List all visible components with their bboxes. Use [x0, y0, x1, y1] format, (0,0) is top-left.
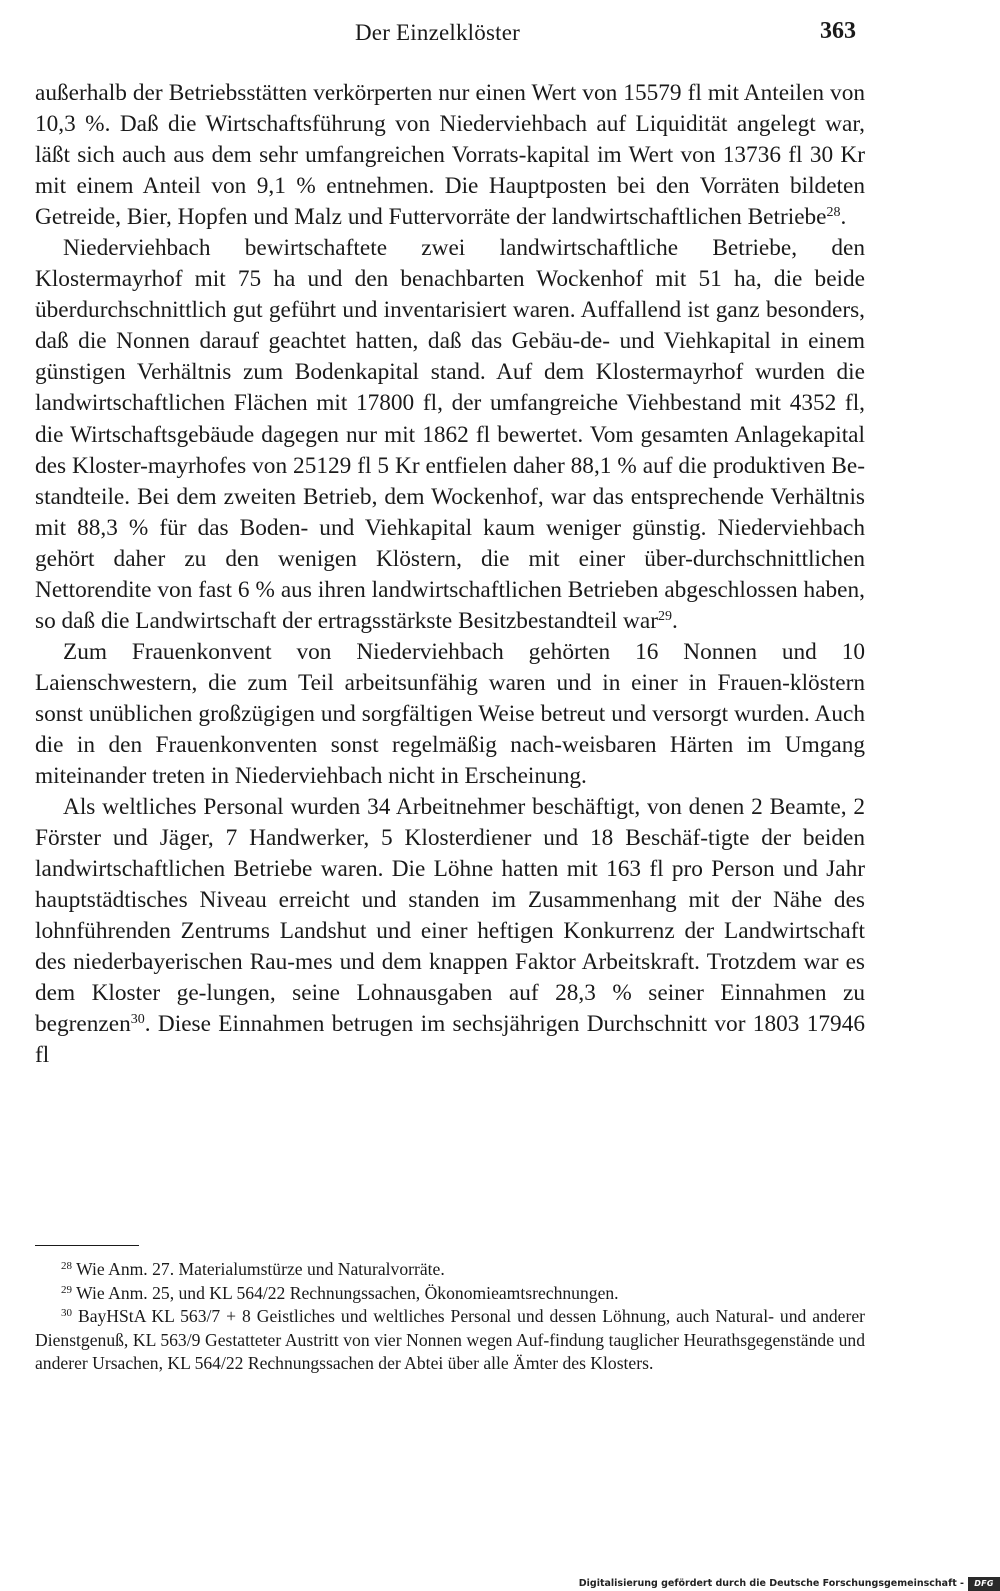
- paragraph-2-end: .: [671, 607, 678, 634]
- paragraph-2: [35, 233, 865, 637]
- footnote-29: [35, 1282, 865, 1306]
- paragraph-1-text: außerhalb der Betriebsstätten verkörperten nur einen Wert von 15579 fl mit Anteilen von 10,3 %. Daß die Wirtschaftsführung von Niederviehbach auf Liquidität angelegt war, läßt sich auch aus dem sehr umfangreichen Vorrats-kapital im Wert von 13736 fl 30 Kr mit einem Anteil von 9,1 % entnehmen. Die Hauptposten bei den Vorräten bildeten Getreide, Bier, Hopfen und Malz und Futtervorräte der landwirtschaftlichen Betriebe: [35, 80, 865, 231]
- paragraph-2-text: Niederviehbach bewirtschaftete zwei landwirtschaftliche Betriebe, den Klostermayrhof mit 75 ha und den benachbarten Wockenhof mit 51 ha, die beide überdurchschnittlich gut geführt und inventarisiert waren. Auffallend ist ganz besonders, daß die Nonnen darauf geachtet hatten, daß das Gebäu-de- und Viehkapital in einem günstigen Verhältnis zum Bodenkapital stand. Auf dem Klostermayrhof wurden die landwirtschaftlichen Flächen mit 17800 fl, der umfangreiche Viehbestand mit 4352 fl, die Wirtschaftsgebäude dagegen nur mit 1862 fl bewertet. Vom gesamten Anlagekapital des Kloster-mayrhofes von 25129 fl 5 Kr entfielen daher 88,1 % auf die produktiven Be-standteile. Bei dem zweiten Betrieb, dem Wockenhof, war das entsprechende Verhältnis mit 88,3 % für das Boden- und Viehkapital kaum weniger günstig. Niederviehbach gehört daher zu den wenigen Klöstern, die mit einer über-durchschnittlichen Nettorendite von fast 6 % aus ihren landwirtschaftlichen Betrieben abgeschlossen haben, so daß die Landwirtschaft der ertragsstärkste Besitzbestandteil war: [35, 235, 865, 634]
- footnote-number: 28: [61, 1260, 72, 1272]
- footnote-28: [35, 1258, 865, 1282]
- paragraph-4-end: . Diese Einnahmen betrugen im sechsjährigen Durchschnitt vor 1803 17946 fl: [35, 1011, 865, 1069]
- footnote-text: BayHStA KL 563/7 + 8 Geistliches und weltliches Personal und dessen Löhnung, auch Natural- und anderer Dienstgenuß, KL 563/9 Gestatteter Austritt von vier Nonnen wegen Auf-findung tauglicher Heurathsgegenstände und anderer Ursachen, KL 564/22 Rechnungssachen der Abtei über alle Ämter des Klosters.: [35, 1306, 866, 1373]
- footnote-30: [35, 1305, 865, 1376]
- dfg-logo-text: DFG: [974, 1579, 994, 1588]
- footnote-number: 30: [61, 1307, 72, 1319]
- dfg-logo[interactable]: [968, 1577, 1000, 1591]
- footnote-ref-29[interactable]: 29: [657, 608, 672, 624]
- footnote-text: Wie Anm. 27. Materialumstürze und Naturalvorräte.: [76, 1259, 445, 1279]
- footnote-divider: [35, 1245, 139, 1246]
- body-text: [35, 78, 865, 1072]
- footnote-ref-28[interactable]: 28: [826, 205, 841, 221]
- digitization-credit: [579, 1576, 1000, 1591]
- footnote-ref-30[interactable]: 30: [130, 1012, 145, 1028]
- page-number: 363: [820, 18, 856, 44]
- paragraph-1-end: .: [840, 204, 847, 231]
- running-title: Der Einzelklöster: [355, 20, 520, 45]
- paragraph-4: [35, 792, 865, 1071]
- running-head: [0, 18, 1000, 52]
- paragraph-3: Zum Frauenkonvent von Niederviehbach gehörten 16 Nonnen und 10 Laienschwestern, die zum Teil arbeitsunfähig waren und in einer in Frauen-klöstern sonst unüblichen großzügigen und sorgfältigen Weise betreut und versorgt wurden. Auch die in den Frauenkonventen sonst regelmäßig nach-weisbaren Härten im Umgang miteinander treten in Niederviehbach nicht in Erscheinung.: [35, 638, 865, 790]
- paragraph-1: [35, 78, 865, 233]
- paragraph-4-text: Als weltliches Personal wurden 34 Arbeitnehmer beschäftigt, von denen 2 Beamte, 2 Förster und Jäger, 7 Handwerker, 5 Klosterdiener und 18 Beschäf-tigte der beiden landwirtschaftlichen Betriebe waren. Die Löhne hatten mit 163 fl pro Person und Jahr hauptstädtisches Niveau erreicht und standen im Zusammenhang mit der Nähe des lohnführenden Zentrums Landshut und einer heftigen Konkurrenz der Landwirtschaft des niederbayerischen Rau-mes und dem knappen Faktor Arbeitskraft. Trotzdem war es dem Kloster ge-lungen, seine Lohnausgaben auf 28,3 % seiner Einnahmen zu begrenzen: [35, 794, 865, 1038]
- footnote-text: Wie Anm. 25, und KL 564/22 Rechnungssachen, Ökonomieamtsrechnungen.: [76, 1282, 619, 1303]
- footnote-number: 29: [61, 1283, 72, 1296]
- digitization-note: Digitalisierung gefördert durch die Deutsche Forschungsgemeinschaft -: [578, 1578, 964, 1589]
- footnotes: [35, 1258, 865, 1376]
